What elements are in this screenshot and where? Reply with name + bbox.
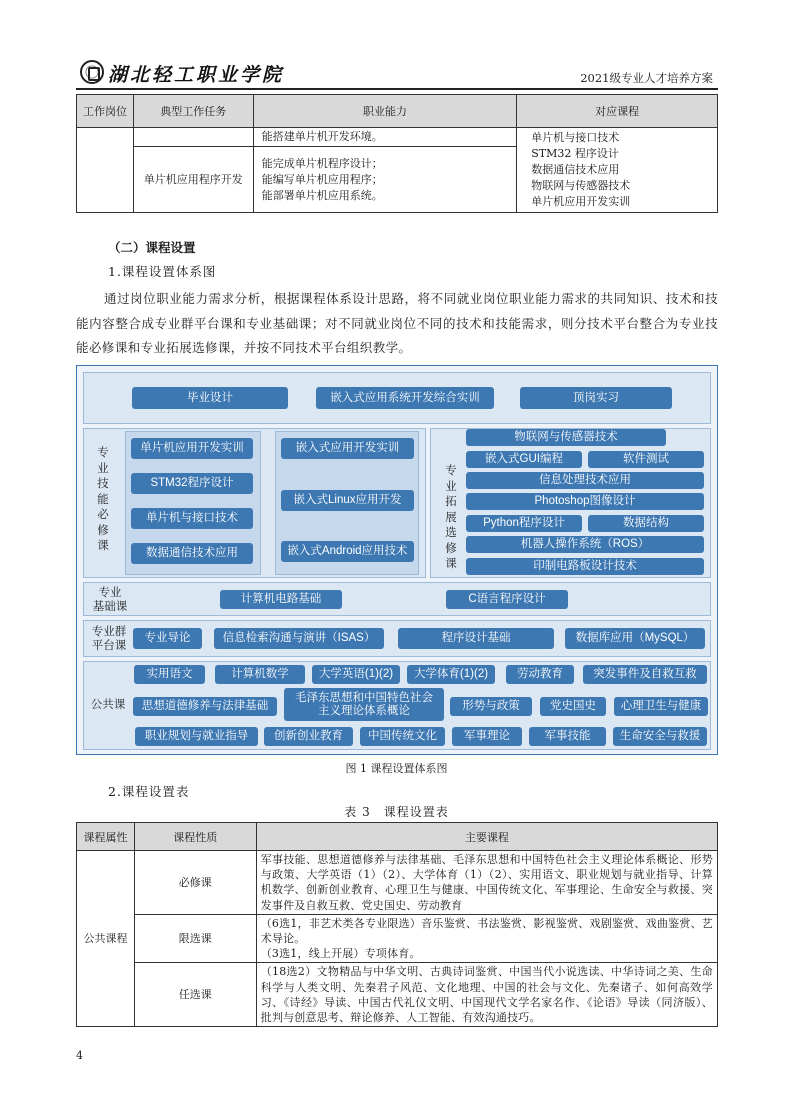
elective-label: 专业拓展选修课 <box>445 463 457 570</box>
course-pill: 大学英语(1)(2) <box>312 665 400 684</box>
public-course-panel <box>83 661 711 750</box>
task-cell: 单片机应用程序开发 <box>133 147 253 213</box>
page-number: 4 <box>76 1049 83 1062</box>
subsection-title: 2.课程设置表 <box>108 784 190 799</box>
course-pill: 计算机电路基础 <box>220 590 342 609</box>
course-pill: 软件测试 <box>588 451 704 468</box>
elective-panel <box>430 428 711 578</box>
course-pill: 单片机与接口技术 <box>131 508 253 529</box>
ability-line: 能编写单片机应用程序； <box>261 172 383 186</box>
course-pill: 毕业设计 <box>132 387 288 409</box>
course-pill: 程序设计基础 <box>398 628 554 649</box>
course-pill: 信息处理技术应用 <box>466 472 704 489</box>
required-label: 专业技能必修课 <box>97 445 109 552</box>
job-cell <box>77 128 134 213</box>
course-pill: 实用语文 <box>134 665 205 684</box>
courses-cell <box>517 128 718 213</box>
basic-label-line: 专业 <box>98 585 122 599</box>
table-caption: 表 3 课程设置表 <box>344 805 449 819</box>
course-pill: 大学体育(1)(2) <box>407 665 495 684</box>
type-cell: 任选课 <box>134 963 256 1027</box>
course-pill: Photoshop图像设计 <box>466 493 704 510</box>
header-cell: 课程性质 <box>134 823 256 851</box>
content-cell: （18选2）文物精品与中华文明、古典诗词鉴赏、中国当代小说选读、中华诗词之美、生命科学与人类文明、先秦君子风范、文化地理、中国的社会与文化、先秦诸子、如何高效学习、《诗经》导读、中国古代礼仪文明、中国现代文学名家名作、《论语》导读（同济版）、批判与创意思考、辩论修养、人工智能、有效沟通技巧。 <box>256 963 717 1027</box>
header-cell: 课程属性 <box>77 823 135 851</box>
subsection-title: 1.课程设置体系图 <box>108 264 217 279</box>
course-pill: 嵌入式应用系统开发综合实训 <box>316 387 494 409</box>
public-label: 公共课 <box>90 697 126 711</box>
course-pill: 印制电路板设计技术 <box>466 558 704 575</box>
school-name-calligraphy: 湖北轻工职业学院 <box>108 64 285 86</box>
course-setting-table <box>76 822 718 1027</box>
school-seal-logo <box>80 60 104 84</box>
content-line: （6选1，非艺术类各专业限选）音乐鉴赏、书法鉴赏、影视鉴赏、戏剧鉴赏、戏曲鉴赏、艺术导论。 <box>260 916 713 946</box>
basic-label <box>86 585 134 613</box>
content-cell <box>256 914 717 963</box>
table-row <box>77 914 718 963</box>
course-pill: STM32程序设计 <box>131 473 253 494</box>
figure-caption: 图 1 课程设置体系图 <box>345 762 448 775</box>
course-pill: 形势与政策 <box>450 697 532 716</box>
course-pill: 顶岗实习 <box>520 387 672 409</box>
type-cell: 必修课 <box>134 851 256 915</box>
course-pill: 嵌入式Linux应用开发 <box>281 490 414 511</box>
platform-label <box>86 624 132 652</box>
ability-line: 能部署单片机应用系统。 <box>261 188 383 202</box>
required-skill-panel <box>83 428 426 578</box>
course-pill: 数据通信技术应用 <box>131 543 253 564</box>
course-pill: 嵌入式Android应用技术 <box>281 541 414 562</box>
table-row <box>77 963 718 1027</box>
course-pill: Python程序设计 <box>466 515 582 532</box>
course-pill: 中国传统文化 <box>360 727 445 746</box>
required-group-left <box>125 431 261 575</box>
table-header-row <box>77 95 718 128</box>
course-pill: 突发事件及自救互救 <box>583 665 707 684</box>
course-line: 单片机与接口技术 <box>531 131 620 144</box>
course-pill: 军事理论 <box>452 727 522 746</box>
platform-label-line: 平台课 <box>91 638 127 652</box>
plan-title: 2021级专业人才培养方案 <box>580 71 713 85</box>
job-ability-table <box>76 94 718 213</box>
task-cell <box>133 128 253 147</box>
ability-line: 能完成单片机程序设计； <box>261 156 383 170</box>
course-pill: 计算机数学 <box>215 665 305 684</box>
course-pill: 单片机应用开发实训 <box>131 438 253 459</box>
attr-cell: 公共课程 <box>77 851 135 1027</box>
capstone-panel <box>83 372 711 424</box>
basic-course-panel <box>83 582 711 616</box>
course-pill: 毛泽东思想和中国特色社会主义理论体系概论 <box>284 688 444 721</box>
header-rule <box>76 88 718 90</box>
course-pill: 数据库应用（MySQL） <box>565 628 705 649</box>
content-cell: 军事技能、思想道德修养与法律基础、毛泽东思想和中国特色社会主义理论体系概论、形势与政策、大学英语（1）（2）、大学体育（1）（2）、实用语文、职业规划与就业指导、计算机数学、创新创业教育、心理卫生与健康、中国传统文化、军事理论、生命安全与救援、突发事件及自救互救、党史国史、劳动教育 <box>256 851 717 915</box>
header-cell: 工作岗位 <box>77 95 134 128</box>
header-cell: 典型工作任务 <box>133 95 253 128</box>
course-pill: 思想道德修养与法律基础 <box>133 697 277 716</box>
curriculum-system-diagram <box>76 365 718 755</box>
platform-course-panel <box>83 620 711 657</box>
section-title: （二）课程设置 <box>108 240 196 255</box>
course-pill: 嵌入式GUI编程 <box>466 451 582 468</box>
basic-label-line: 基础课 <box>92 599 128 613</box>
table-row <box>77 128 718 147</box>
content-line: （3选1，线上开展）专项体育。 <box>260 947 421 961</box>
course-pill: 嵌入式应用开发实训 <box>281 438 414 459</box>
course-pill: 军事技能 <box>529 727 606 746</box>
course-pill: 信息检索沟通与演讲（ISAS） <box>214 628 384 649</box>
course-line: 单片机应用开发实训 <box>531 195 631 208</box>
course-pill: 生命安全与救援 <box>613 727 707 746</box>
course-pill: 物联网与传感器技术 <box>466 429 666 446</box>
course-pill: 创新创业教育 <box>264 727 353 746</box>
type-cell: 限选课 <box>134 914 256 963</box>
table-header-row <box>77 823 718 851</box>
course-pill: 数据结构 <box>588 515 704 532</box>
ability-cell <box>253 147 517 213</box>
course-pill: 职业规划与就业指导 <box>135 727 258 746</box>
course-pill: 劳动教育 <box>506 665 574 684</box>
course-line: STM32 程序设计 <box>531 147 619 160</box>
course-pill: 机器人操作系统（ROS） <box>466 536 704 553</box>
table-row <box>77 851 718 915</box>
course-pill: 心理卫生与健康 <box>614 697 708 716</box>
course-pill: 专业导论 <box>133 628 202 649</box>
required-group-right <box>275 431 419 575</box>
course-pill: 党史国史 <box>540 697 606 716</box>
header-cell: 主要课程 <box>256 823 717 851</box>
header-cell: 对应课程 <box>517 95 718 128</box>
course-line: 物联网与传感器技术 <box>531 179 631 192</box>
body-paragraph: 通过岗位职业能力需求分析，根据课程体系设计思路，将不同就业岗位职业能力需求的共同知识、技术和技能内容整合成专业群平台课和专业基础课；对不同就业岗位不同的技术和技能需求，则分技术平台整合为专业技能必修课和专业拓展选修课，并按不同技术平台组织教学。 <box>76 291 718 355</box>
header-cell: 职业能力 <box>253 95 517 128</box>
course-pill: C语言程序设计 <box>446 590 568 609</box>
course-line: 数据通信技术应用 <box>531 163 620 176</box>
platform-label-line: 专业群 <box>91 624 127 638</box>
ability-cell: 能搭建单片机开发环境。 <box>253 128 517 147</box>
